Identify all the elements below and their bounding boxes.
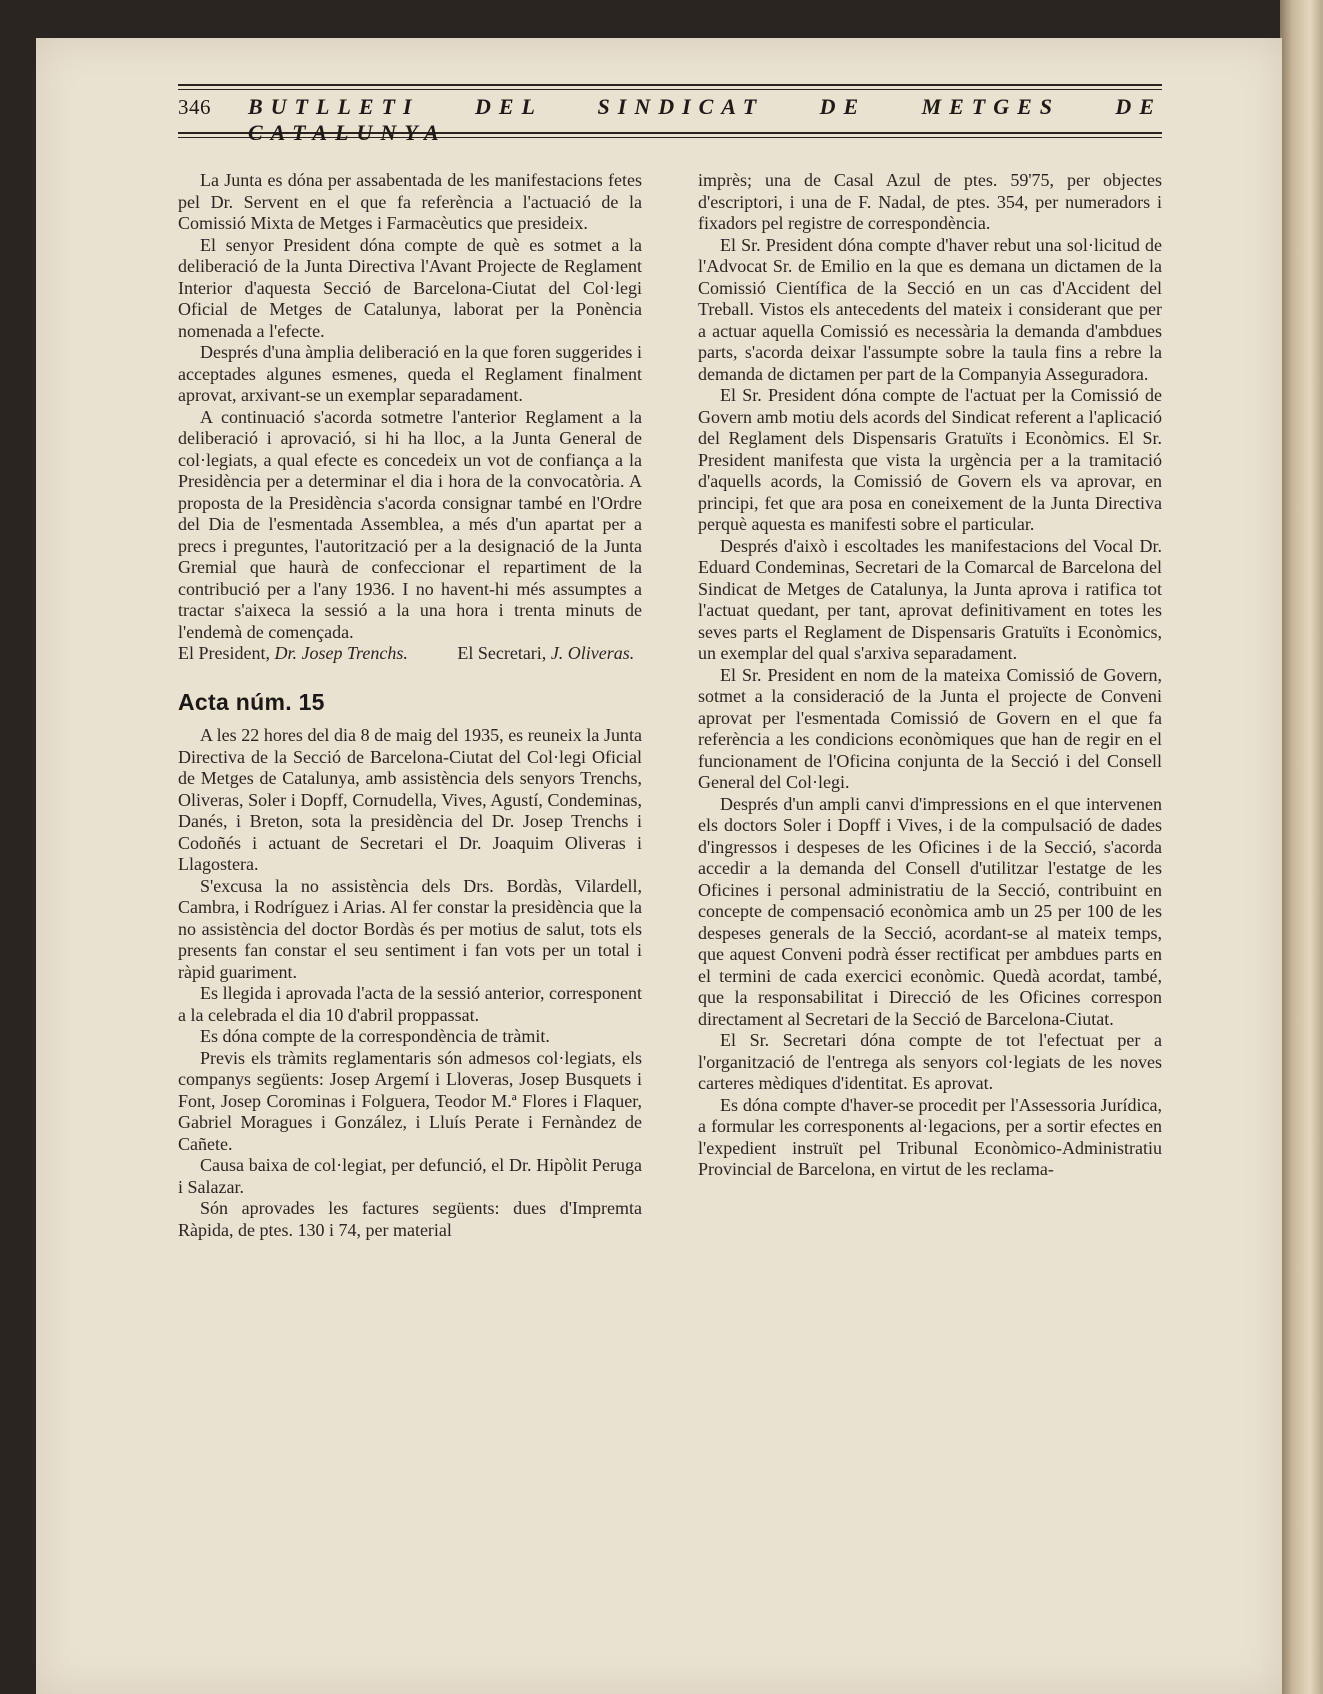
- paragraph: El Sr. Secretari dóna compte de tot l'efectuat per a l'organització de l'entrega als senyors col·legiats de les noves carteres mèdiques d'identitat. Es aprovat.: [698, 1030, 1162, 1093]
- secretary-label: El Secretari,: [457, 643, 547, 663]
- paragraph: Causa baixa de col·legiat, per defunció, el Dr. Hipòlit Peruga i Salazar.: [178, 1155, 642, 1197]
- paragraph: Es dóna compte de la correspondència de tràmit.: [200, 1026, 550, 1046]
- paragraph: Després d'una àmplia deliberació en la que foren suggerides i acceptades algunes esmenes, queda el Reglament finalment aprovat, arxivant-se un exemplar separadament.: [178, 342, 642, 405]
- signature-prefix: El President,: [178, 643, 270, 663]
- text-columns: [178, 170, 1162, 1241]
- adjacent-page-edge: [1280, 0, 1323, 1694]
- paragraph-continued: imprès; una de Casal Azul de ptes. 59'75, per objectes d'escriptori, i una de F. Nadal, de ptes. 354, per numeradors i fixadors pel registre de correspondència.: [698, 170, 1162, 233]
- page-number: 346: [178, 95, 211, 119]
- paragraph: Després d'un ampli canvi d'impressions en el que intervenen els doctors Soler i Dopff i Vives, i de la compulsació de dades d'ingressos i despeses de les Oficines i de la Secció, s'acorda accedir a la demanda del Consell d'utilitzar l'estatge de les Oficines i personal administratiu de la Secció, contribuint en concepte de compensació econòmica amb un 25 per 100 de les despeses generals de la Secció, acordant-se al mateix temps, que aquest Conveni podrà ésser rectificat per ambdues parts en el termini de cada exercici econòmic. Quedà acordat, també, que la responsabilitat i Direcció de les Oficines correspon directament al Secretari de la Secció de Barcelona-Ciutat.: [698, 793, 1162, 1029]
- president-name: Dr. Josep Trenchs.: [274, 643, 408, 663]
- signature-line: [178, 643, 642, 665]
- journal-title: BUTLLETI DEL SINDICAT DE METGES DE CATALUNYA: [248, 94, 1162, 145]
- paragraph: A les 22 hores del dia 8 de maig del 1935, es reuneix la Junta Directiva de la Secció de Barcelona-Ciutat del Col·legi Oficial de Metges de Catalunya, amb assistència dels senyors Trenchs, Oliveras, Soler i Dopff, Cornudella, Vives, Agustí, Condeminas, Danés, i Breton, sota la presidència del Dr. Josep Trenchs i Codoñés i actuant de Secretari el Dr. Joaquim Oliveras i Llagostera.: [178, 725, 642, 874]
- header-rule-top: [178, 84, 1162, 86]
- header-row: [178, 94, 1162, 145]
- paragraph: El Sr. President en nom de la mateixa Comissió de Govern, sotmet a la consideració de la Junta el projecte de Conveni aprovat per l'esmentada Comissió de Govern en el que fa referència a les condicions econòmiques que han de regir en el funcionament de l'Oficina conjunta de la Secció i del Consell General del Col·legi.: [698, 664, 1162, 792]
- header-rule-top-thin: [178, 89, 1162, 90]
- left-column: [178, 170, 642, 1241]
- section-heading: Acta núm. 15: [178, 688, 325, 715]
- right-column: [698, 170, 1162, 1241]
- page-header: [178, 84, 1162, 145]
- paragraph: El senyor President dóna compte de què es sotmet a la deliberació de la Junta Directiva l'Avant Projecte de Reglament Interior d'aquesta Secció de Barcelona-Ciutat del Col·legi Oficial de Metges de Catalunya, laborat per la Ponència nomenada a l'efecte.: [178, 234, 642, 341]
- paragraph: Es dóna compte d'haver-se procedit per l'Assessoria Jurídica, a formular les corresponents al·legacions, per a sortir efectes en l'expedient instruït pel Tribunal Econòmico-Administratiu Provincial de Barcelona, en virtut de les reclama-: [698, 1094, 1162, 1179]
- paragraph: S'excusa la no assistència dels Drs. Bordàs, Vilardell, Cambra, i Rodríguez i Arias. Al fer constar la presidència que la no assistència del doctor Bordàs és per motius de salut, tots els presents fan constar el seu sentiment i fan vots per un total i ràpid guariment.: [178, 875, 642, 982]
- secretary-name: J. Oliveras.: [550, 643, 635, 663]
- paragraph: El Sr. President dóna compte d'haver rebut una sol·licitud de l'Advocat Sr. de Emilio en la que es demana un dictamen de la Comissió Científica de la Secció en un cas d'Accident del Treball. Vistos els antecedents del mateix i considerant que per a actuar aquella Comissió es necessària la demanda d'ambdues parts, s'acorda deixar l'assumpte sobre la taula fins a rebre la demanda de dictamen per part de la Companyia Asseguradora.: [698, 234, 1162, 384]
- paragraph: Previs els tràmits reglamentaris són admesos col·legiats, els companys següents: Josep Argemí i Lloveras, Josep Busquets i Font, Josep Corominas i Folguera, Teodor M.ª Flores i Flaquer, Gabriel Moragues i González, i Lluís Perate i Fernàndez de Cañete.: [178, 1047, 642, 1154]
- paragraph: La Junta es dóna per assabentada de les manifestacions fetes pel Dr. Servent en el que fa referència a l'actuació de la Comissió Mixta de Metges i Farmacèutics que presideix.: [178, 170, 642, 233]
- paragraph: Són aprovades les factures següents: dues d'Impremta Ràpida, de ptes. 130 i 74, per material: [178, 1198, 642, 1240]
- paragraph: El Sr. President dóna compte de l'actuat per la Comissió de Govern amb motiu dels acords del Sindicat referent a l'aplicació del Reglament dels Dispensaris Gratuïts i Econòmics. El Sr. President manifesta que vista la urgència per a la tramitació d'aquells acords, la Comissió de Govern els va aprovar, en principi, fet que ara posa en coneixement de la Junta Directiva perquè aquesta es manifesti sobre el particular.: [698, 385, 1162, 534]
- paragraph: Després d'això i escoltades les manifestacions del Vocal Dr. Eduard Condeminas, Secretari de la Comarcal de Barcelona del Sindicat de Metges de Catalunya, la Junta aprova i ratifica tot l'actuat quedant, per tant, aprovat definitivament en totes les seves parts el Reglament de Dispensaris Gratuïts i Econòmics, un exemplar del qual s'arxiva separadament.: [698, 535, 1162, 663]
- paragraph: Es llegida i aprovada l'acta de la sessió anterior, corresponent a la celebrada el dia 10 d'abril proppassat.: [178, 983, 642, 1025]
- paragraph: A continuació s'acorda sotmetre l'anterior Reglament a la deliberació i aprovació, si hi ha lloc, a la Junta General de col·legiats, a qual efecte es concedeix un vot de confiança a la Presidència per a determinar el dia i hora de la convocatòria. A proposta de la Presidència s'acorda consignar també en l'Ordre del Dia de l'esmentada Assemblea, a més d'un apartat per a precs i preguntes, l'autorització per a la designació de la Junta Gremial que haurà de confeccionar el repartiment de la contribució per a l'any 1936. I no havent-hi més assumptes a tractar s'aixeca la sessió a la una hora i trenta minuts de l'endemà de començada.: [178, 406, 642, 642]
